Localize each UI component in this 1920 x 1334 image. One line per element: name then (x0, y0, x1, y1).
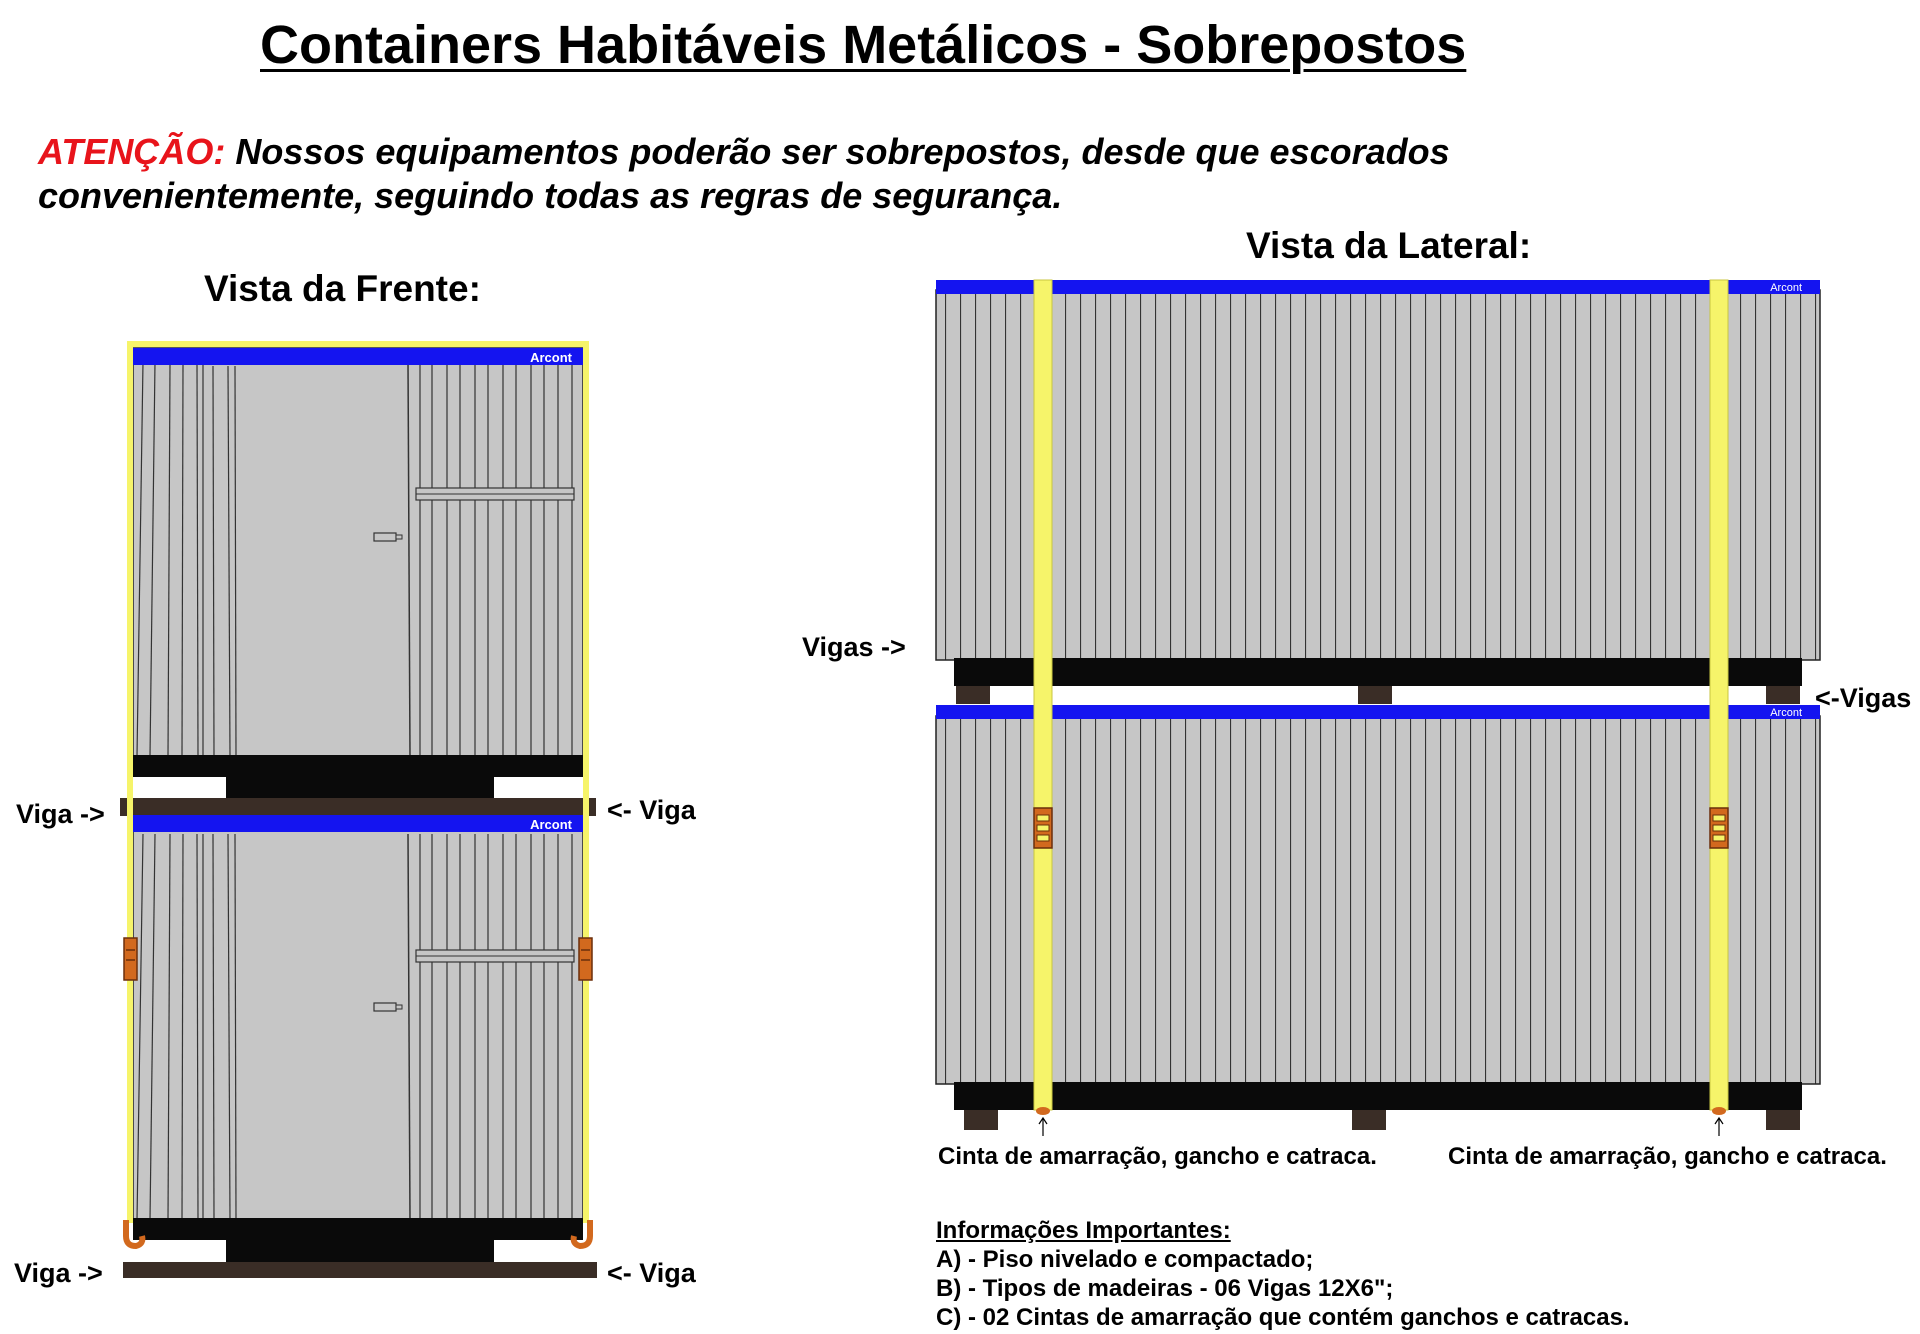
side-view-drawing (936, 280, 1820, 1136)
side-beam (1766, 686, 1800, 704)
side-vigas-label-left: Vigas -> (802, 632, 906, 662)
front-ground-beam (123, 1262, 597, 1278)
page-title: Containers Habitáveis Metálicos - Sobrepostos (260, 15, 1467, 75)
front-viga-label-bottom-left: Viga -> (14, 1258, 103, 1288)
side-container-bottom (936, 705, 1820, 1130)
ratchet-icon (124, 938, 137, 980)
side-beam (1358, 686, 1392, 704)
front-top-roof (133, 348, 583, 365)
caption-arrow-icon (1715, 1118, 1723, 1136)
front-container-bottom (133, 815, 583, 1262)
side-top-brand: Arcont (1770, 282, 1802, 294)
ratchet-icon (579, 938, 592, 980)
side-container-top (936, 280, 1820, 704)
side-strap-right (1710, 280, 1728, 1110)
side-view-title: Vista da Lateral: (1246, 225, 1532, 266)
info-item-c: C) - 02 Cintas de amarração que contém ganchos e catracas. (936, 1304, 1630, 1331)
front-top-window-frame (416, 488, 574, 500)
side-vigas-label-right: <-Vigas (1815, 683, 1912, 713)
info-item-b: B) - Tipos de madeiras - 06 Vigas 12X6"; (936, 1275, 1394, 1302)
side-top-roof (936, 280, 1820, 294)
front-bottom-brand: Arcont (530, 817, 572, 832)
side-ground-beam (964, 1110, 998, 1130)
side-ground-beam (1766, 1110, 1800, 1130)
side-bottom-roof (936, 705, 1820, 719)
side-caption-right: Cinta de amarração, gancho e catraca. (1448, 1143, 1887, 1170)
front-bottom-skid (226, 1238, 494, 1262)
front-bottom-roof (133, 815, 583, 832)
ratchet-icon (1034, 808, 1052, 848)
side-bottom-brand: Arcont (1770, 707, 1802, 719)
side-ground-beam (1352, 1110, 1386, 1130)
front-bottom-base (133, 1218, 583, 1240)
front-top-base (133, 755, 583, 777)
front-middle-beam (120, 798, 596, 816)
warning-label: ATENÇÃO: (38, 131, 226, 172)
front-viga-label-top-right: <- Viga (607, 795, 696, 825)
side-top-base (954, 658, 1802, 686)
hook-icon (1036, 1107, 1050, 1115)
front-top-skid (226, 775, 494, 799)
front-top-brand: Arcont (530, 350, 572, 365)
front-viga-label-top-left: Viga -> (16, 799, 105, 829)
front-view-title: Vista da Frente: (204, 268, 481, 309)
ratchet-icon (1710, 808, 1728, 848)
side-beam (956, 686, 990, 704)
hook-icon (1712, 1107, 1726, 1115)
caption-arrow-icon (1039, 1118, 1047, 1136)
front-viga-label-bottom-right: <- Viga (607, 1258, 696, 1288)
front-view-drawing (120, 341, 597, 1278)
warning-line-2: convenientemente, seguindo todas as regras de segurança. (38, 175, 1063, 216)
important-info (936, 1216, 1630, 1332)
warning-line-1: Nossos equipamentos poderão ser sobrepostos, desde que escorados (225, 131, 1450, 172)
front-bottom-window-frame (416, 950, 574, 962)
side-strap-left (1034, 280, 1052, 1110)
side-bottom-base (954, 1082, 1802, 1110)
info-item-a: A) - Piso nivelado e compactado; (936, 1246, 1314, 1273)
info-heading: Informações Importantes: (936, 1217, 1231, 1244)
front-container-top (133, 348, 583, 799)
side-caption-left: Cinta de amarração, gancho e catraca. (938, 1143, 1377, 1170)
